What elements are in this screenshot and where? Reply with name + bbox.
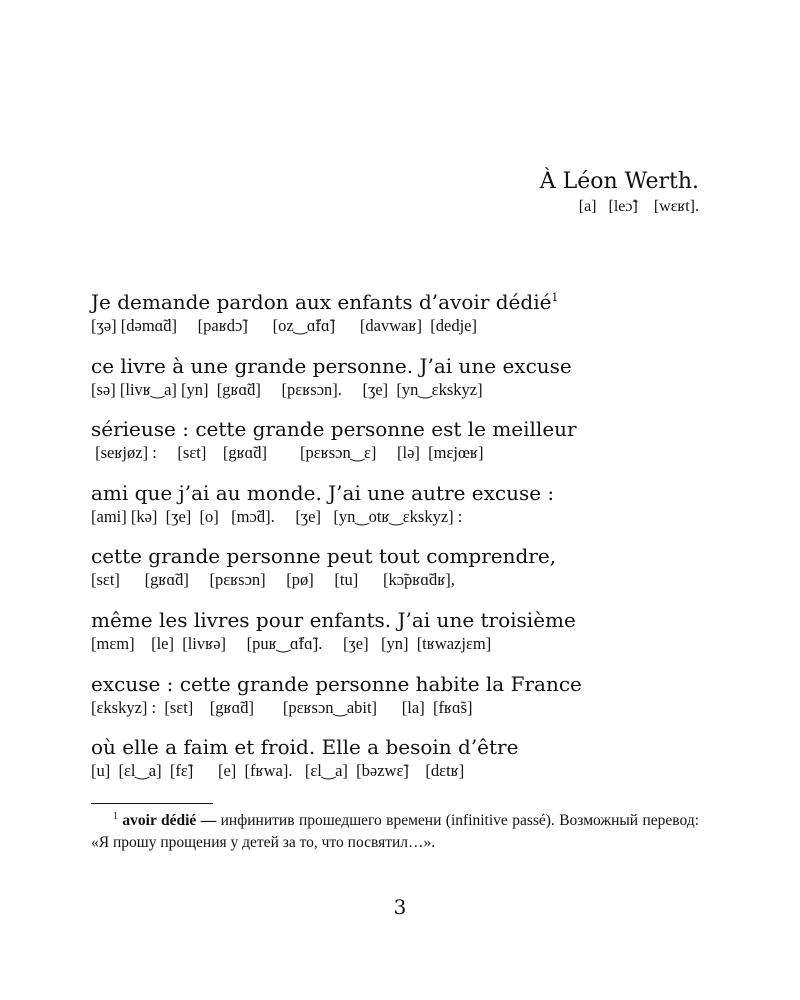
footnote-text: инфинитив прошедшего времени (infinitive passé). Возможный перевод: «Я прошу прощения у детей за то, что посвятил…». — [91, 812, 700, 851]
dedication-transcription: [a] [leɔ̃] [wɛʁt]. — [578, 198, 699, 215]
footnote-divider — [91, 803, 213, 804]
french-line: excuse : cette grande personne habite la France — [91, 671, 582, 696]
french-line: même les livres pour enfants. J’ai une troisième — [91, 607, 576, 632]
footnote — [91, 810, 699, 854]
french-text: Je demande pardon aux enfants d’avoir dédié — [91, 290, 552, 314]
line-7 — [91, 671, 711, 735]
ipa-line: [ami] [kə] [ʒe] [o] [mɔ̃d]. [ʒe] [yn‿otʁ‿ɛkskyz] : — [91, 506, 463, 526]
line-5 — [91, 543, 711, 607]
ipa-line: [ɛkskyz] : [sɛt] [gʁɑ̃d] [pɛʁsɔn‿abit] [la] [fʁɑ̃s] — [91, 697, 473, 717]
french-line: cette grande personne peut tout comprendre, — [91, 544, 557, 569]
footnote-marker: 1 — [113, 811, 118, 822]
ipa-line: [sɛt] [gʁɑ̃d] [pɛʁsɔn] [pø] [tu] [kɔ̃pʁɑ̃dʁ], — [91, 570, 455, 590]
line-8 — [91, 734, 711, 798]
ipa-line: [mɛm] [le] [livʁə] [puʁ‿ɑ̃fɑ̃]. [ʒe] [yn] [tʁwazjɛm] — [91, 633, 492, 653]
french-line — [91, 289, 711, 315]
line-4 — [91, 480, 711, 544]
footnote-dash: — — [200, 812, 217, 829]
dedication — [540, 168, 699, 218]
dedication-title: À Léon Werth. — [539, 169, 699, 194]
ipa-line: [u] [ɛl‿a] [fɛ̃] [e] [fʁwa]. [ɛl‿a] [bəzwɛ̃] [dɛtʁ] — [91, 761, 465, 781]
french-line: sérieuse : cette grande personne est le meilleur — [91, 417, 577, 442]
line-3 — [91, 416, 711, 480]
page-number: 3 — [393, 895, 407, 919]
footnote-term: avoir dédié — [122, 812, 197, 829]
text-lines — [91, 289, 711, 798]
french-line: où elle a faim et froid. Elle a besoin d’être — [91, 735, 519, 760]
ipa-line: [ʒə] [dəmɑ̃d] [paʁdɔ̃] [oz‿ɑ̃fɑ̃] [davwaʁ] [dedje] — [91, 316, 477, 335]
line-2 — [91, 353, 711, 417]
ipa-line: [seʁjøz] : [sɛt] [gʁɑ̃d] [pɛʁsɔn‿ɛ] [lə] [mɛjœʁ] — [91, 443, 484, 463]
french-line: ami que j’ai au monde. J’ai une autre excuse : — [91, 480, 555, 505]
line-1 — [91, 289, 711, 353]
line-6 — [91, 607, 711, 671]
french-line: ce livre à une grande personne. J’ai une excuse — [91, 353, 572, 378]
ipa-line: [sə] [livʁ‿a] [yn] [gʁɑ̃d] [pɛʁsɔn]. [ʒe] [yn‿ɛkskyz] — [91, 379, 483, 399]
footnote-ref[interactable]: 1 — [551, 291, 559, 304]
